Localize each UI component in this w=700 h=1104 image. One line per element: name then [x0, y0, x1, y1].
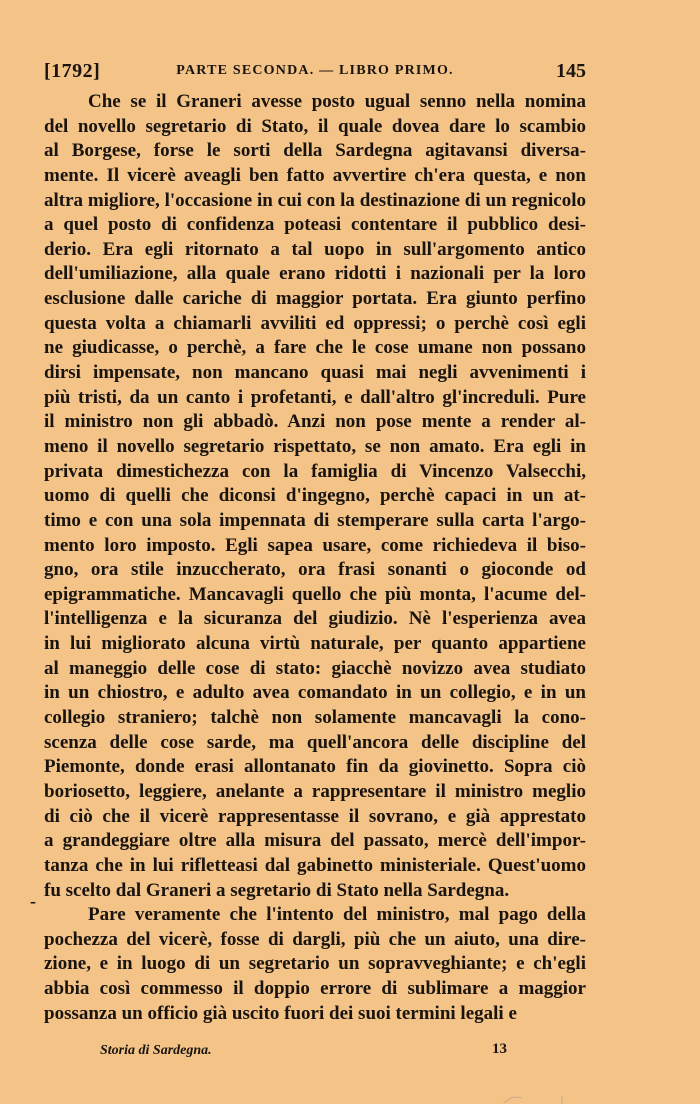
- text-line: ne giudicasse, o perchè, a fare che le cose umane non possano: [44, 337, 586, 359]
- margin-mark: -: [30, 891, 36, 911]
- text-line: a quel posto di confidenza poteasi contentare il pubblico desi-: [44, 214, 586, 236]
- text-line: del novello segretario di Stato, il quale dovea dare lo scambio: [44, 115, 586, 137]
- text-line: altra migliore, l'occasione in cui con la destinazione di un regnicolo: [44, 189, 586, 211]
- text-line: tanza che in lui rifletteasi dal gabinetto ministeriale. Quest'uomo: [44, 854, 586, 876]
- scan-watermark-mark: [500, 1094, 590, 1104]
- text-line: uomo di quelli che diconsi d'ingegno, perchè capaci in un at-: [44, 485, 586, 507]
- text-line: boriosetto, leggiere, anelante a rappresentare il ministro meglio: [44, 780, 586, 802]
- header-year: [1792]: [44, 60, 101, 82]
- text-line: Pare veramente che l'intento del ministro, mal pago della: [88, 904, 586, 926]
- running-head: [44, 60, 586, 82]
- text-line: l'intelligenza e la sicuranza del giudizio. Nè l'esperienza avea: [44, 608, 586, 630]
- text-line: in lui migliorato alcuna virtù naturale, per quanto appartiene: [44, 633, 586, 655]
- text-line: esclusione dalle cariche di maggior portata. Era giunto perfino: [44, 288, 586, 310]
- text-line: al Borgese, forse le sorti della Sardegna agitavansi diversa-: [44, 140, 586, 162]
- text-line: scenza delle cose sarde, ma quell'ancora delle discipline del: [44, 731, 586, 753]
- text-line: dirsi impensate, non mancano quasi mai negli avvenimenti i: [44, 362, 586, 384]
- text-line: di ciò che il vicerè rappresentasse il sovrano, e già apprestato: [44, 805, 586, 827]
- footer-signature: 13: [492, 1041, 507, 1057]
- page-footer: [100, 1043, 520, 1065]
- text-line: privata dimestichezza con la famiglia di Vincenzo Valsecchi,: [44, 460, 586, 482]
- text-line: derio. Era egli ritornato a tal uopo in sull'argomento antico: [44, 238, 586, 260]
- text-line: pochezza del vicerè, fosse di dargli, più che un aiuto, una dire-: [44, 928, 586, 950]
- text-line: mento loro imposto. Egli sapea usare, come richiedeva il biso-: [44, 534, 586, 556]
- page-number: 145: [556, 60, 586, 82]
- header-title: PARTE SECONDA. — LIBRO PRIMO.: [176, 63, 454, 78]
- body-text: [44, 90, 586, 1026]
- text-line: possanza un officio già uscito fuori dei suoi termini legali e: [44, 1002, 517, 1024]
- text-line: collegio straniero; talchè non solamente mancavagli la cono-: [44, 707, 586, 729]
- text-line: zione, e in luogo di un segretario un sopravveghiante; e ch'egli: [44, 953, 586, 975]
- text-line: dell'umiliazione, alla quale erano ridotti i nazionali per la loro: [44, 263, 586, 285]
- text-line: mente. Il vicerè aveagli ben fatto avvertire ch'era questa, e non: [44, 164, 586, 186]
- text-line: il ministro non gli abbadò. Anzi non pose mente a render al-: [44, 411, 586, 433]
- text-line: in un chiostro, e adulto avea comandato in un collegio, e in un: [44, 682, 586, 704]
- footer-book-title: Storia di Sardegna.: [100, 1043, 212, 1058]
- text-line: epigrammatiche. Mancavagli quello che più monta, l'acume del-: [44, 583, 586, 605]
- text-line: abbia così commesso il doppio errore di sublimare a maggior: [44, 978, 586, 1000]
- text-line: più tristi, da un canto i profetanti, e dall'altro gl'increduli. Pure: [44, 386, 586, 408]
- text-line: questa volta a chiamarli avviliti ed oppressi; o perchè così egli: [44, 312, 586, 334]
- text-line: meno il novello segretario rispettato, se non amato. Era egli in: [44, 435, 586, 457]
- text-line: al maneggio delle cose di stato: giacchè novizzo avea studiato: [44, 657, 586, 679]
- text-line: a grandeggiare oltre alla misura del passato, mercè dell'impor-: [44, 830, 586, 852]
- text-line: gno, ora stile inzuccherato, ora frasi sonanti o gioconde od: [44, 559, 586, 581]
- text-line: fu scelto dal Graneri a segretario di Stato nella Sardegna.: [44, 879, 510, 901]
- text-line: timo e con una sola impennata di stemperare sulla carta l'argo-: [44, 509, 586, 531]
- text-line: Che se il Graneri avesse posto ugual senno nella nomina: [88, 91, 586, 112]
- text-line: Piemonte, donde erasi allontanato fin da giovinetto. Sopra ciò: [44, 756, 586, 778]
